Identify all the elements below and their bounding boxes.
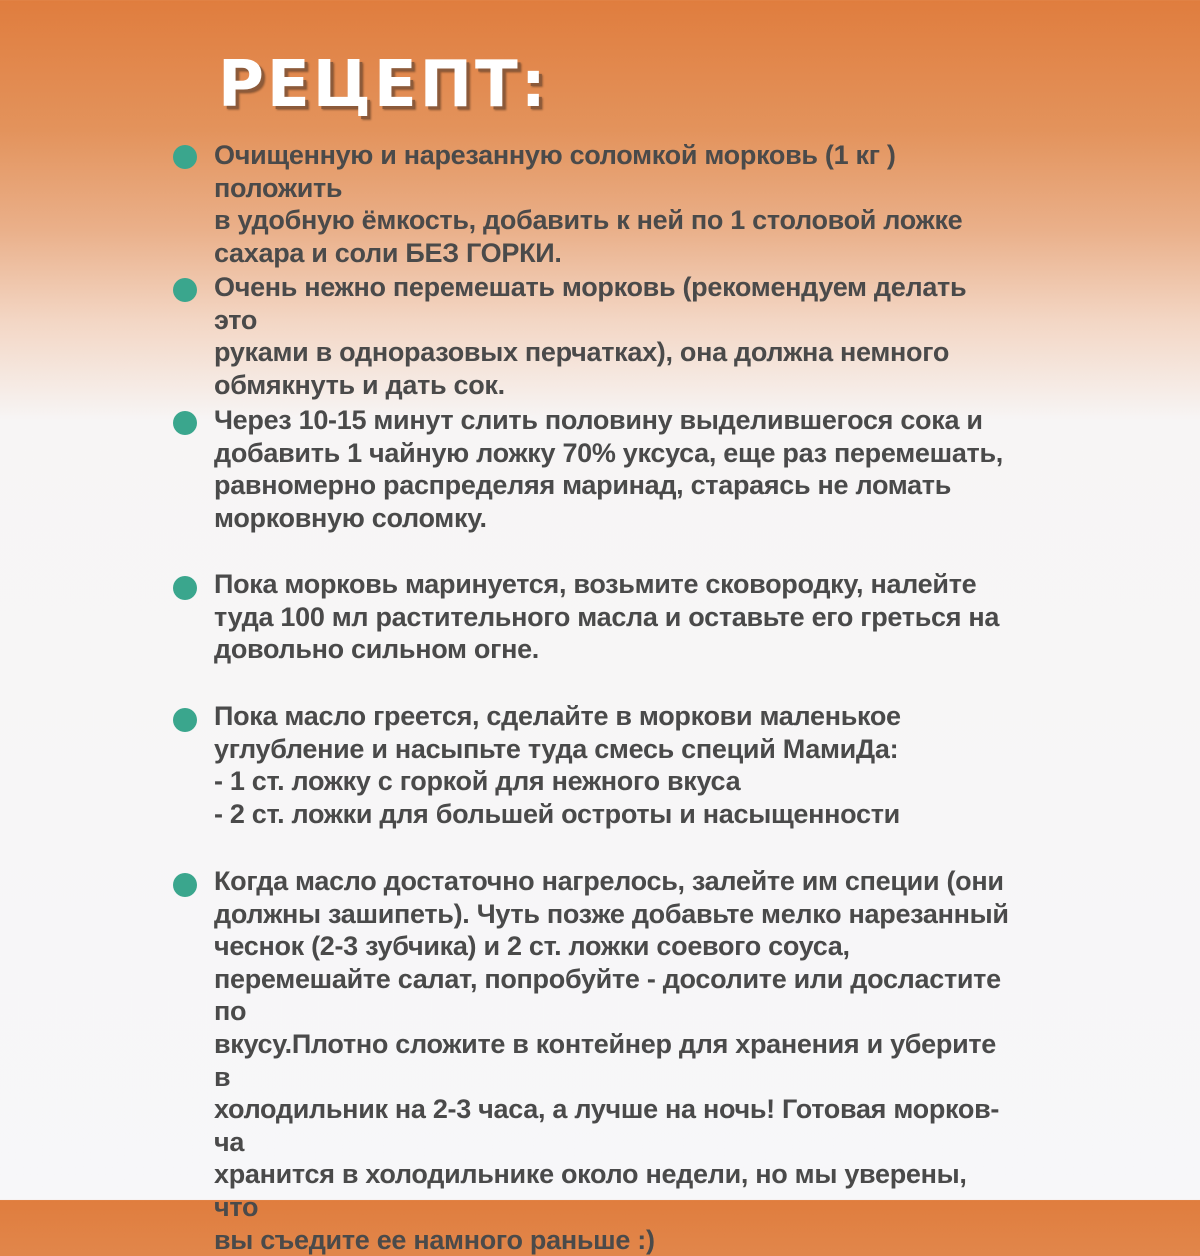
step-text: Очень нежно перемешать морковь (рекомендуем делать это руками в одноразовых перчатках), она должна немного обмякнуть и дать сок. [214, 272, 967, 400]
page-title: РЕЦЕПТ: [218, 48, 549, 122]
step-text: Пока масло греется, сделайте в моркови маленькое углубление и насыпьте туда смесь специй МамиДа: - 1 ст. ложку с горкой для нежного вкуса - 2 ст. ложки для большей остроты и насыщенности [214, 701, 901, 829]
bullet-icon [173, 278, 197, 302]
bullet-icon [173, 873, 197, 897]
step-text: Через 10-15 минут слить половину выделившегося сока и добавить 1 чайную ложку 70% уксуса, еще раз перемешать, равномерно распределяя маринад, стараясь не ломать морковную соломку. [214, 405, 1003, 533]
step-text: Очищенную и нарезанную соломкой морковь (1 кг ) положить в удобную ёмкость, добавить к ней по 1 столовой ложке сахара и соли БЕЗ ГОРКИ. [214, 140, 963, 268]
bullet-icon [173, 411, 197, 435]
bullet-icon [173, 708, 197, 732]
bullet-icon [173, 576, 197, 600]
step-text: Когда масло достаточно нагрелось, залейте им специи (они должны зашипеть). Чуть позже добавьте мелко нарезанный чеснок (2-3 зубчика) и 2 ст. ложки соевого соуса, перемешайте салат, попробуйте - досолите или досластите по вкусу.Плотно сложите в контейнер для хранения и уберите в холодильник на 2-3 часа, а лучше на ночь! Готовая морков-ча хранится в холодильнике около недели, но мы уверены, что вы съедите ее намного раньше :) [214, 866, 1009, 1255]
bullet-icon [173, 145, 197, 169]
step-text: Пока морковь маринуется, возьмите сковородку, налейте туда 100 мл растительного масла и оставьте его греться на довольно сильном огне. [214, 569, 1000, 665]
